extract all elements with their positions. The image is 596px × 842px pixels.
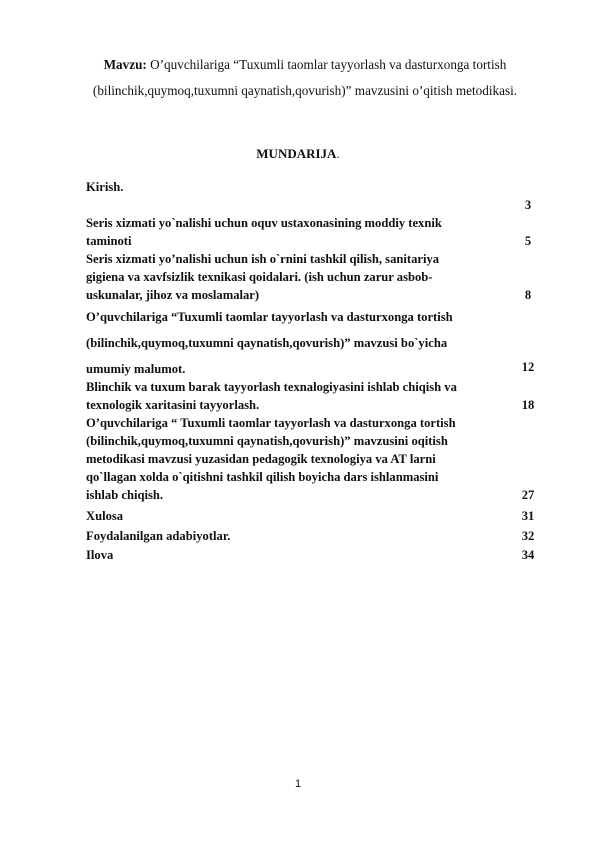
toc-line: Ilova [86,548,114,562]
toc-page-number: 18 [521,398,535,412]
contents-heading-text: MUNDARIJA [256,146,337,161]
toc-entry-references [86,527,506,545]
toc-line: Kirish. [86,180,124,194]
toc-entry-conclusion [86,507,506,525]
toc-page-number: 31 [521,509,535,523]
toc-entry-workshop-equipment [86,214,506,250]
topic-line-1 [60,52,550,78]
toc-page-number: 32 [521,529,535,543]
toc-entry-appendix [86,546,506,564]
toc-line: metodikasi mavzusi yuzasidan pedagogik texnologiya va AT larni [86,452,436,466]
toc-line: qo`llagan xolda o`qitishni tashkil qilish boyicha dars ishlanmasini [86,470,439,484]
toc-line: Foydalanilgan adabiyotlar. [86,529,231,543]
contents-heading [0,146,596,162]
toc-entry-workplace-safety [86,250,506,304]
toc-line: O’quvchilariga “ Tuxumli taomlar tayyorlash va dasturxonga tortish [86,416,456,430]
toc-line: texnologik xaritasini tayyorlash. [86,398,260,412]
toc-line: ishlab chiqish. [86,488,164,502]
contents-heading-dot: . [336,146,340,161]
toc-entry-lesson-plan [86,414,506,504]
toc-line: uskunalar, jihoz va moslamalar) [86,288,260,302]
page-number-footer: 1 [294,778,302,790]
topic-text-1: O’quvchilariga “Tuxumli taomlar tayyorlash va dasturxonga tortish [146,57,507,72]
toc-line: Blinchik va tuxum barak tayyorlash texnalogiyasini ishlab chiqish va [86,380,457,394]
toc-line: Xulosa [86,509,124,523]
toc-line: (bilinchik,quymoq,tuxumni qaynatish,qovurish)” mavzusi bo`yicha [86,336,448,350]
toc-page-number: 8 [524,288,532,302]
toc-line: Seris xizmati yo’nalishi uchun ish o`rnini tashkil qilish, sanitariya [86,252,440,266]
topic-block [60,52,550,104]
topic-label: Mavzu: [103,57,147,72]
toc-entry-general-info [86,304,506,382]
toc-page-number: 5 [524,234,532,248]
toc-page-number: 27 [521,488,535,502]
toc-line: taminoti [86,234,132,248]
toc-entry-introduction [86,178,506,196]
toc-page-number: 12 [521,360,535,374]
toc-line: Seris xizmati yo`nalishi uchun oquv ustaxonasining moddiy texnik [86,216,442,230]
toc-line: gigiena va xavfsizlik texnikasi qoidalari. (ish uchun zarur asbob- [86,270,433,284]
toc-line: (bilinchik,quymoq,tuxumni qaynatish,qovurish)” mavzusini oqitish [86,434,448,448]
toc-page-number: 34 [521,548,535,562]
topic-line-2: (bilinchik,quymoq,tuxumni qaynatish,qovurish)” mavzusini o’qitish metodikasi. [92,83,518,98]
toc-line: umumiy malumot. [86,362,186,376]
toc-entry-technology-map [86,378,506,414]
toc-page-number: 3 [524,198,532,212]
toc-line: O’quvchilariga “Tuxumli taomlar tayyorlash va dasturxonga tortish [86,310,453,324]
